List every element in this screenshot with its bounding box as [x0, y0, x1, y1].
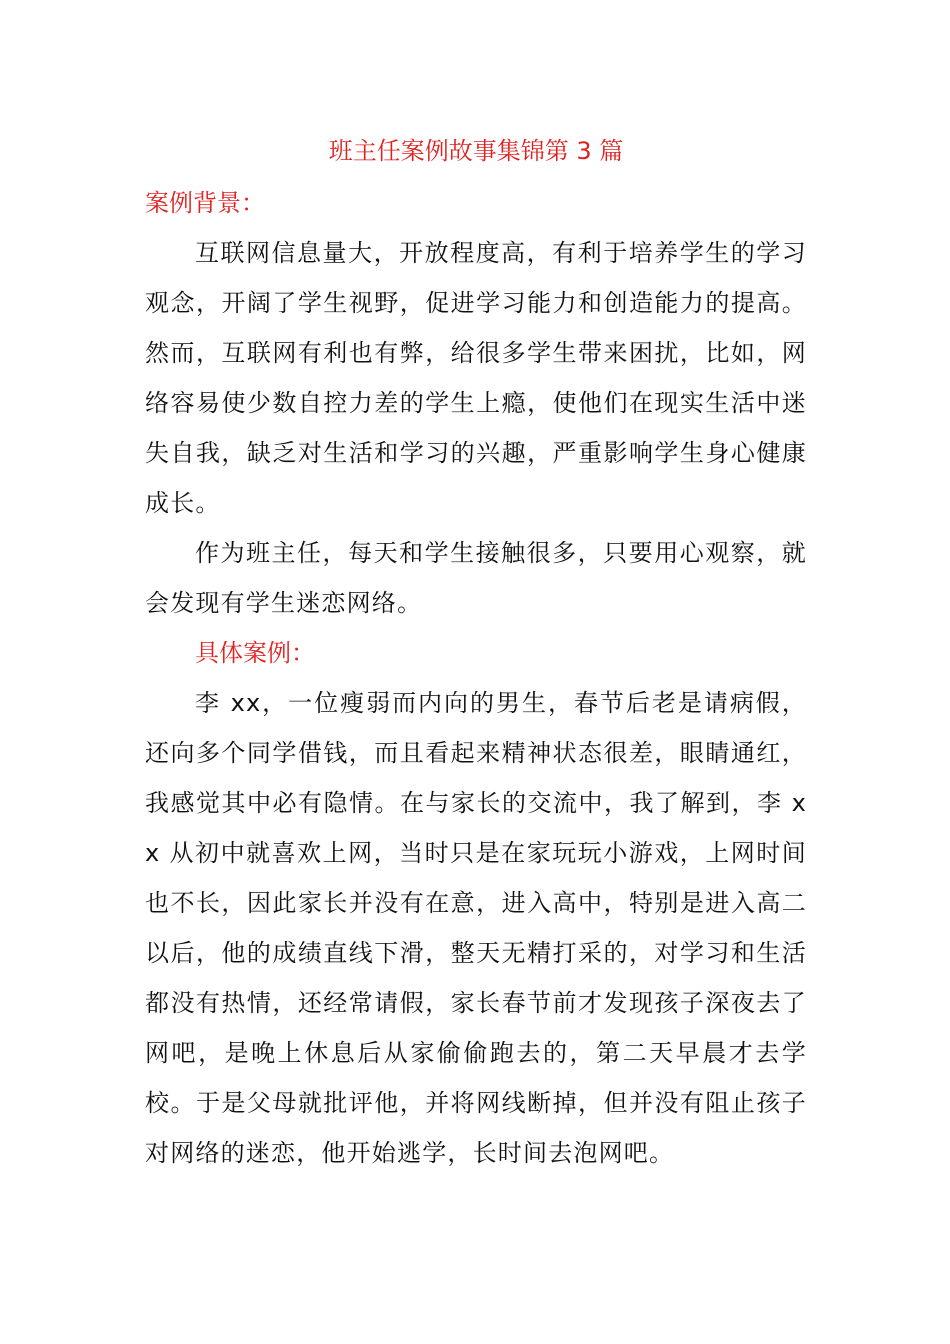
document-page — [145, 128, 807, 1178]
paragraph-case: 李 xx，一位瘦弱而内向的男生，春节后老是请病假，还向多个同学借钱，而且看起来精神状态很差，眼睛通红，我感觉其中必有隐情。在与家长的交流中，我了解到，李 xx 从初中就喜欢上网，当时只是在家玩玩小游戏，上网时间也不长，因此家长并没有在意，进入高中，特别是进入高二以后，他的成绩直线下滑，整天无精打采的，对学习和生活都没有热情，还经常请假，家长春节前才发现孩子深夜去了网吧，是晚上休息后从家偷偷跑去的，第二天早晨才去学校。于是父母就批评他，并将网线断掉，但并没有阻止孩子对网络的迷恋，他开始逃学，长时间去泡网吧。 — [145, 689, 807, 1167]
paragraph-background: 互联网信息量大，开放程度高，有利于培养学生的学习观念，开阔了学生视野，促进学习能力和创造能力的提高。然而，互联网有利也有弊，给很多学生带来困扰，比如，网络容易使少数自控力差的学生上瘾，使他们在现实生活中迷失自我，缺乏对生活和学习的兴趣，严重影响学生身心健康成长。 — [145, 239, 807, 517]
document-title: 班主任案例故事集锦第 3 篇 — [328, 137, 624, 165]
section-heading-case: 具体案例： — [195, 639, 315, 667]
paragraph-observation: 作为班主任，每天和学生接触很多，只要用心观察，就会发现有学生迷恋网络。 — [145, 539, 807, 617]
section-heading-background: 案例背景： — [145, 189, 265, 217]
